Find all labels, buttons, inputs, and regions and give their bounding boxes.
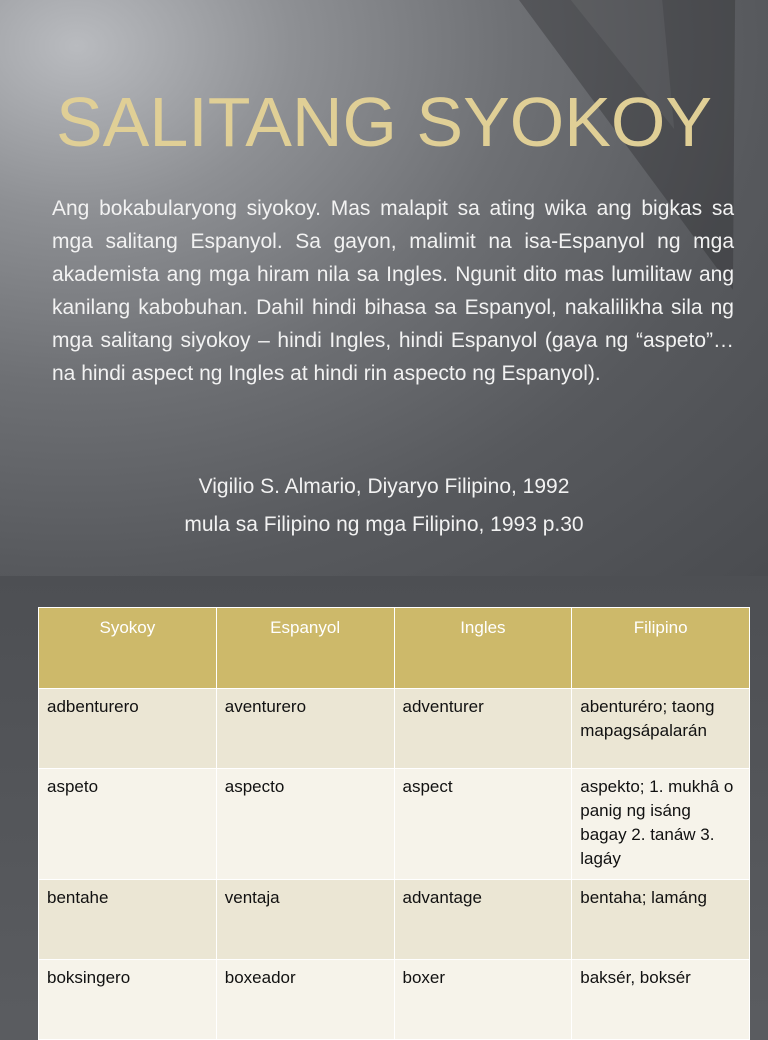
header-ingles: Ingles	[394, 608, 572, 689]
cell-ingles: boxer	[394, 960, 572, 1040]
cell-ingles: adventurer	[394, 689, 572, 769]
cell-syokoy: bentahe	[39, 880, 217, 960]
cell-ingles: aspect	[394, 769, 572, 880]
cell-espanyol: boxeador	[216, 960, 394, 1040]
table-header-row	[39, 608, 750, 689]
slide-table	[0, 576, 768, 1024]
cell-filipino: abenturéro; taong mapagsápalarán	[572, 689, 750, 769]
cell-filipino: baksér, boksér	[572, 960, 750, 1040]
cell-syokoy: aspeto	[39, 769, 217, 880]
slide-title: SALITANG SYOKOY	[55, 83, 713, 161]
table-row	[39, 960, 750, 1040]
table-row	[39, 689, 750, 769]
header-syokoy: Syokoy	[39, 608, 217, 689]
table-row	[39, 880, 750, 960]
cell-filipino: aspekto; 1. mukhâ o panig ng isáng bagay 2. tanáw 3. lagáy	[572, 769, 750, 880]
cell-syokoy: boksingero	[39, 960, 217, 1040]
table-row	[39, 769, 750, 880]
cell-espanyol: aspecto	[216, 769, 394, 880]
cell-ingles: advantage	[394, 880, 572, 960]
citation-line-1: Vigilio S. Almario, Diyaryo Filipino, 1992	[198, 475, 570, 498]
citation	[0, 468, 768, 544]
cell-espanyol: aventurero	[216, 689, 394, 769]
header-espanyol: Espanyol	[216, 608, 394, 689]
vocabulary-table	[38, 607, 750, 1040]
cell-filipino: bentaha; lamáng	[572, 880, 750, 960]
header-filipino: Filipino	[572, 608, 750, 689]
cell-espanyol: ventaja	[216, 880, 394, 960]
quote-paragraph: Ang bokabularyong siyokoy. Mas malapit sa ating wika ang bigkas sa mga salitang Espanyol. Sa gayon, malimit na isa-Espanyol ng mga akademista ang mga hiram nila sa Ingles. Ngunit dito mas lumilitaw ang kanilang kabobuhan. Dahil hindi bihasa sa Espanyol, nakalilikha sila ng mga salitang siyokoy – hindi Ingles, hindi Espanyol (gaya ng “aspeto”… na hindi aspect ng Ingles at hindi rin aspecto ng Espanyol).	[52, 197, 734, 385]
citation-line-2: mula sa Filipino ng mga Filipino, 1993 p.30	[184, 513, 584, 536]
cell-syokoy: adbenturero	[39, 689, 217, 769]
